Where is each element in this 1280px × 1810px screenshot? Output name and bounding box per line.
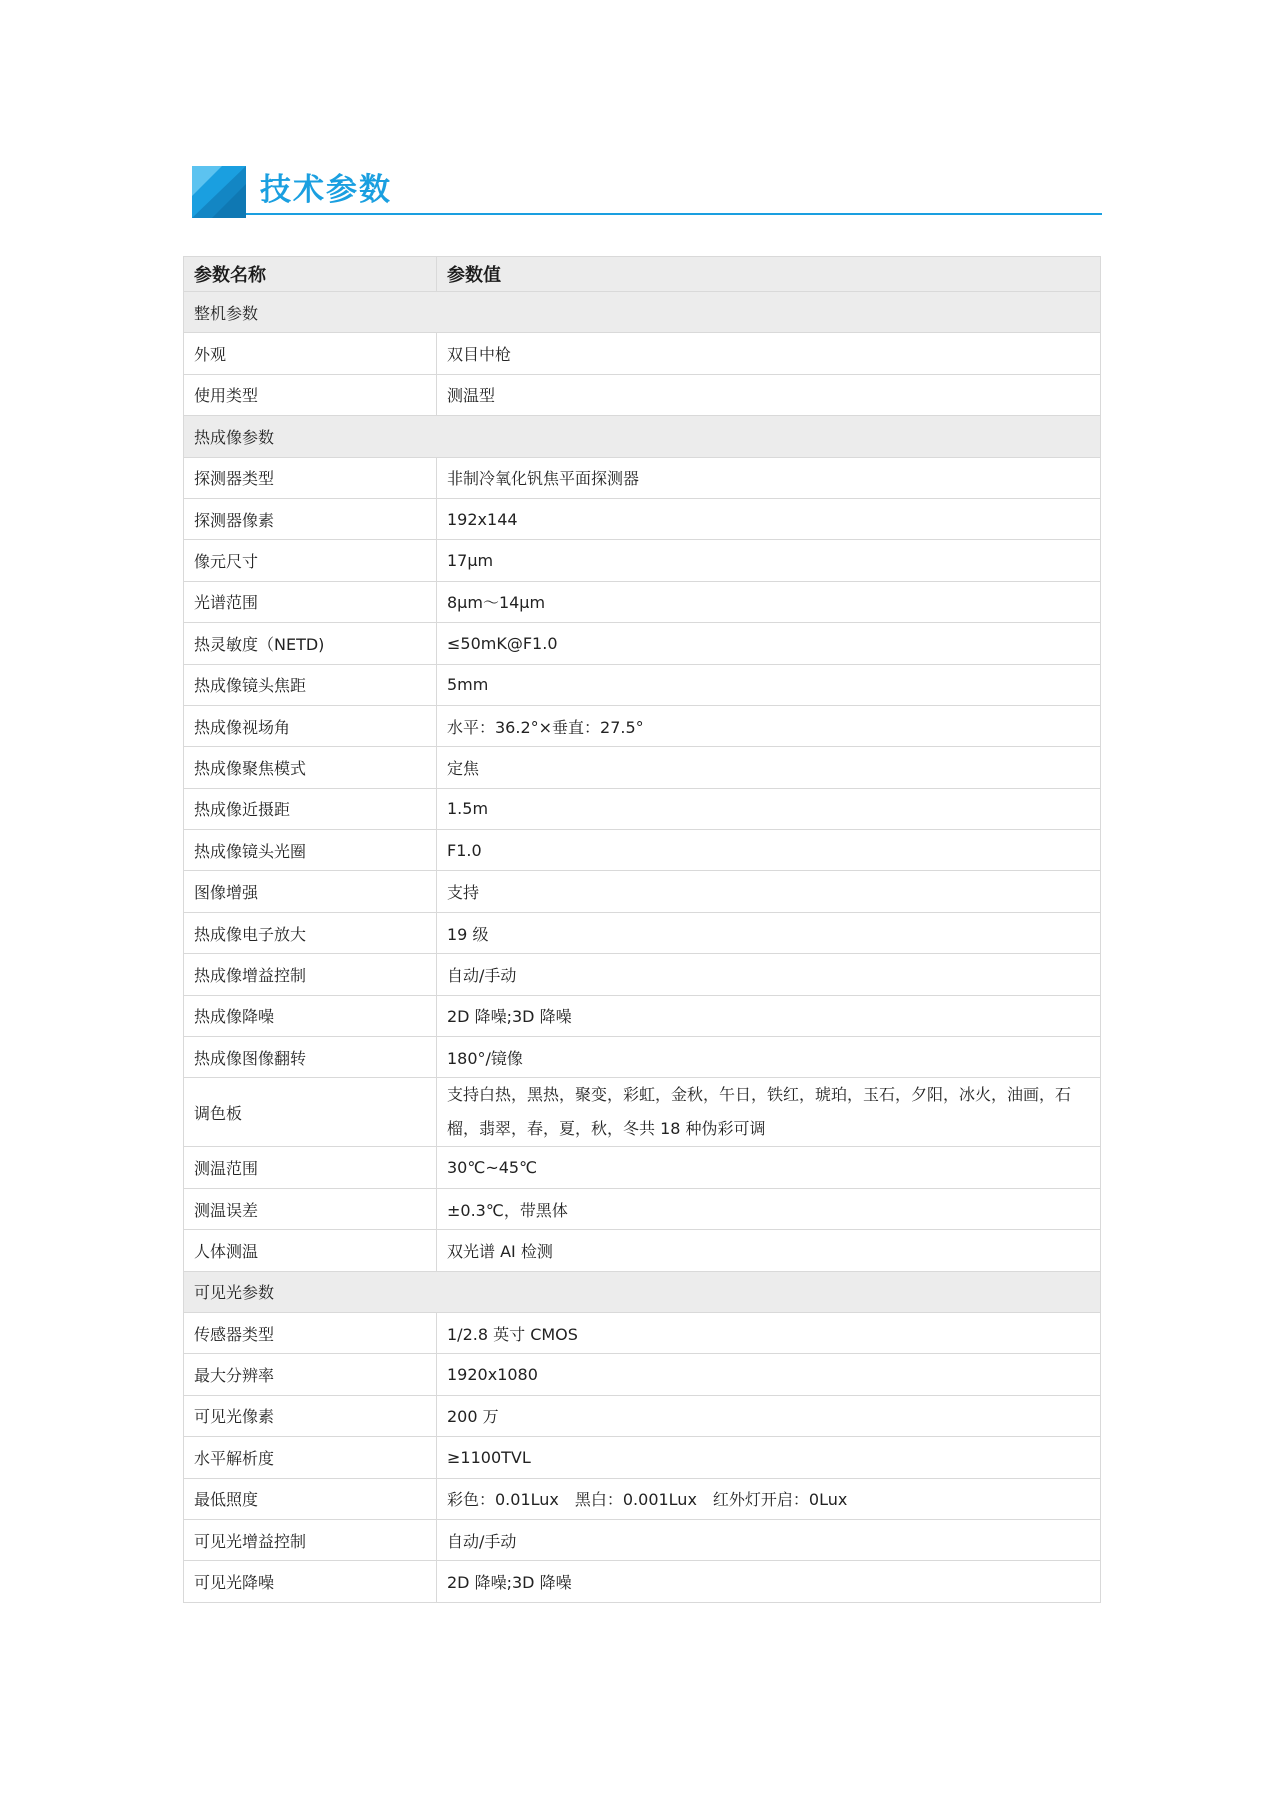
param-value: ≥1100TVL <box>437 1437 1101 1478</box>
param-name: 最大分辨率 <box>184 1354 437 1395</box>
param-value: 5mm <box>437 664 1101 705</box>
param-name: 热成像降噪 <box>184 995 437 1036</box>
param-name: 测温范围 <box>184 1147 437 1188</box>
param-name: 热成像聚焦模式 <box>184 747 437 788</box>
param-value: 192x144 <box>437 498 1101 539</box>
table-row <box>184 954 1101 995</box>
param-name: 图像增强 <box>184 871 437 912</box>
table-row <box>184 1519 1101 1560</box>
param-value: 2D 降噪;3D 降噪 <box>437 995 1101 1036</box>
spec-table <box>183 256 1101 1603</box>
table-header-row <box>184 257 1101 292</box>
section-row <box>184 416 1101 457</box>
table-row <box>184 912 1101 953</box>
section-row <box>184 292 1101 333</box>
param-name: 外观 <box>184 333 437 374</box>
param-name: 热灵敏度（NETD) <box>184 623 437 664</box>
page-title: 技术参数 <box>260 172 392 208</box>
param-name: 热成像镜头光圈 <box>184 830 437 871</box>
param-value: 定焦 <box>437 747 1101 788</box>
param-value: F1.0 <box>437 830 1101 871</box>
param-name: 传感器类型 <box>184 1312 437 1353</box>
param-name: 可见光增益控制 <box>184 1519 437 1560</box>
param-value: 测温型 <box>437 374 1101 415</box>
param-value: 自动/手动 <box>437 1519 1101 1560</box>
param-name: 使用类型 <box>184 374 437 415</box>
param-name: 探测器像素 <box>184 498 437 539</box>
table-row <box>184 664 1101 705</box>
table-row <box>184 581 1101 622</box>
param-name: 热成像增益控制 <box>184 954 437 995</box>
param-value: 8μm～14μm <box>437 581 1101 622</box>
param-value: 水平：36.2°×垂直：27.5° <box>437 705 1101 746</box>
column-header-name: 参数名称 <box>184 257 437 292</box>
table-row <box>184 498 1101 539</box>
section-label: 整机参数 <box>184 292 1101 333</box>
section-row <box>184 1271 1101 1312</box>
param-value: 双光谱 AI 检测 <box>437 1230 1101 1271</box>
param-value: 自动/手动 <box>437 954 1101 995</box>
param-value: 1.5m <box>437 788 1101 829</box>
param-name: 热成像视场角 <box>184 705 437 746</box>
spec-table-body <box>184 292 1101 1603</box>
table-row <box>184 1230 1101 1271</box>
param-value: 支持 <box>437 871 1101 912</box>
param-value: 19 级 <box>437 912 1101 953</box>
param-name: 探测器类型 <box>184 457 437 498</box>
table-row <box>184 871 1101 912</box>
table-row <box>184 1354 1101 1395</box>
param-name: 热成像图像翻转 <box>184 1037 437 1078</box>
table-row <box>184 333 1101 374</box>
section-header <box>192 166 1102 218</box>
table-row <box>184 830 1101 871</box>
table-row <box>184 623 1101 664</box>
param-name: 热成像近摄距 <box>184 788 437 829</box>
table-row <box>184 1188 1101 1229</box>
section-logo-icon <box>192 166 246 218</box>
param-name: 可见光像素 <box>184 1395 437 1436</box>
param-name: 可见光降噪 <box>184 1561 437 1602</box>
param-name: 像元尺寸 <box>184 540 437 581</box>
table-row <box>184 1561 1101 1602</box>
param-value: 200 万 <box>437 1395 1101 1436</box>
section-label: 可见光参数 <box>184 1271 1101 1312</box>
param-value: 2D 降噪;3D 降噪 <box>437 1561 1101 1602</box>
param-name: 测温误差 <box>184 1188 437 1229</box>
param-name: 光谱范围 <box>184 581 437 622</box>
param-name: 热成像电子放大 <box>184 912 437 953</box>
param-value: ±0.3℃，带黑体 <box>437 1188 1101 1229</box>
table-row <box>184 995 1101 1036</box>
table-row <box>184 457 1101 498</box>
section-label: 热成像参数 <box>184 416 1101 457</box>
param-name: 水平解析度 <box>184 1437 437 1478</box>
param-value: 非制冷氧化钒焦平面探测器 <box>437 457 1101 498</box>
table-row <box>184 374 1101 415</box>
param-name: 人体测温 <box>184 1230 437 1271</box>
param-value: 180°/镜像 <box>437 1037 1101 1078</box>
table-row <box>184 1478 1101 1519</box>
param-name: 调色板 <box>184 1078 437 1147</box>
table-row <box>184 1395 1101 1436</box>
param-name: 热成像镜头焦距 <box>184 664 437 705</box>
table-row <box>184 1312 1101 1353</box>
table-row <box>184 1078 1101 1147</box>
table-row <box>184 705 1101 746</box>
table-row <box>184 540 1101 581</box>
param-value: 双目中枪 <box>437 333 1101 374</box>
table-row <box>184 1037 1101 1078</box>
column-header-value: 参数值 <box>437 257 1101 292</box>
param-value: 17μm <box>437 540 1101 581</box>
param-value: 1/2.8 英寸 CMOS <box>437 1312 1101 1353</box>
table-row <box>184 1147 1101 1188</box>
param-value: 彩色：0.01Lux 黑白：0.001Lux 红外灯开启：0Lux <box>437 1478 1101 1519</box>
param-value: 支持白热，黑热，聚变，彩虹，金秋，午日，铁红，琥珀，玉石，夕阳，冰火，油画，石榴，翡翠，春，夏，秋，冬共 18 种伪彩可调 <box>437 1078 1101 1147</box>
param-value: 1920x1080 <box>437 1354 1101 1395</box>
param-value: ≤50mK@F1.0 <box>437 623 1101 664</box>
param-value: 30℃~45℃ <box>437 1147 1101 1188</box>
table-row <box>184 1437 1101 1478</box>
header-underline <box>246 213 1102 215</box>
param-name: 最低照度 <box>184 1478 437 1519</box>
table-row <box>184 788 1101 829</box>
table-row <box>184 747 1101 788</box>
